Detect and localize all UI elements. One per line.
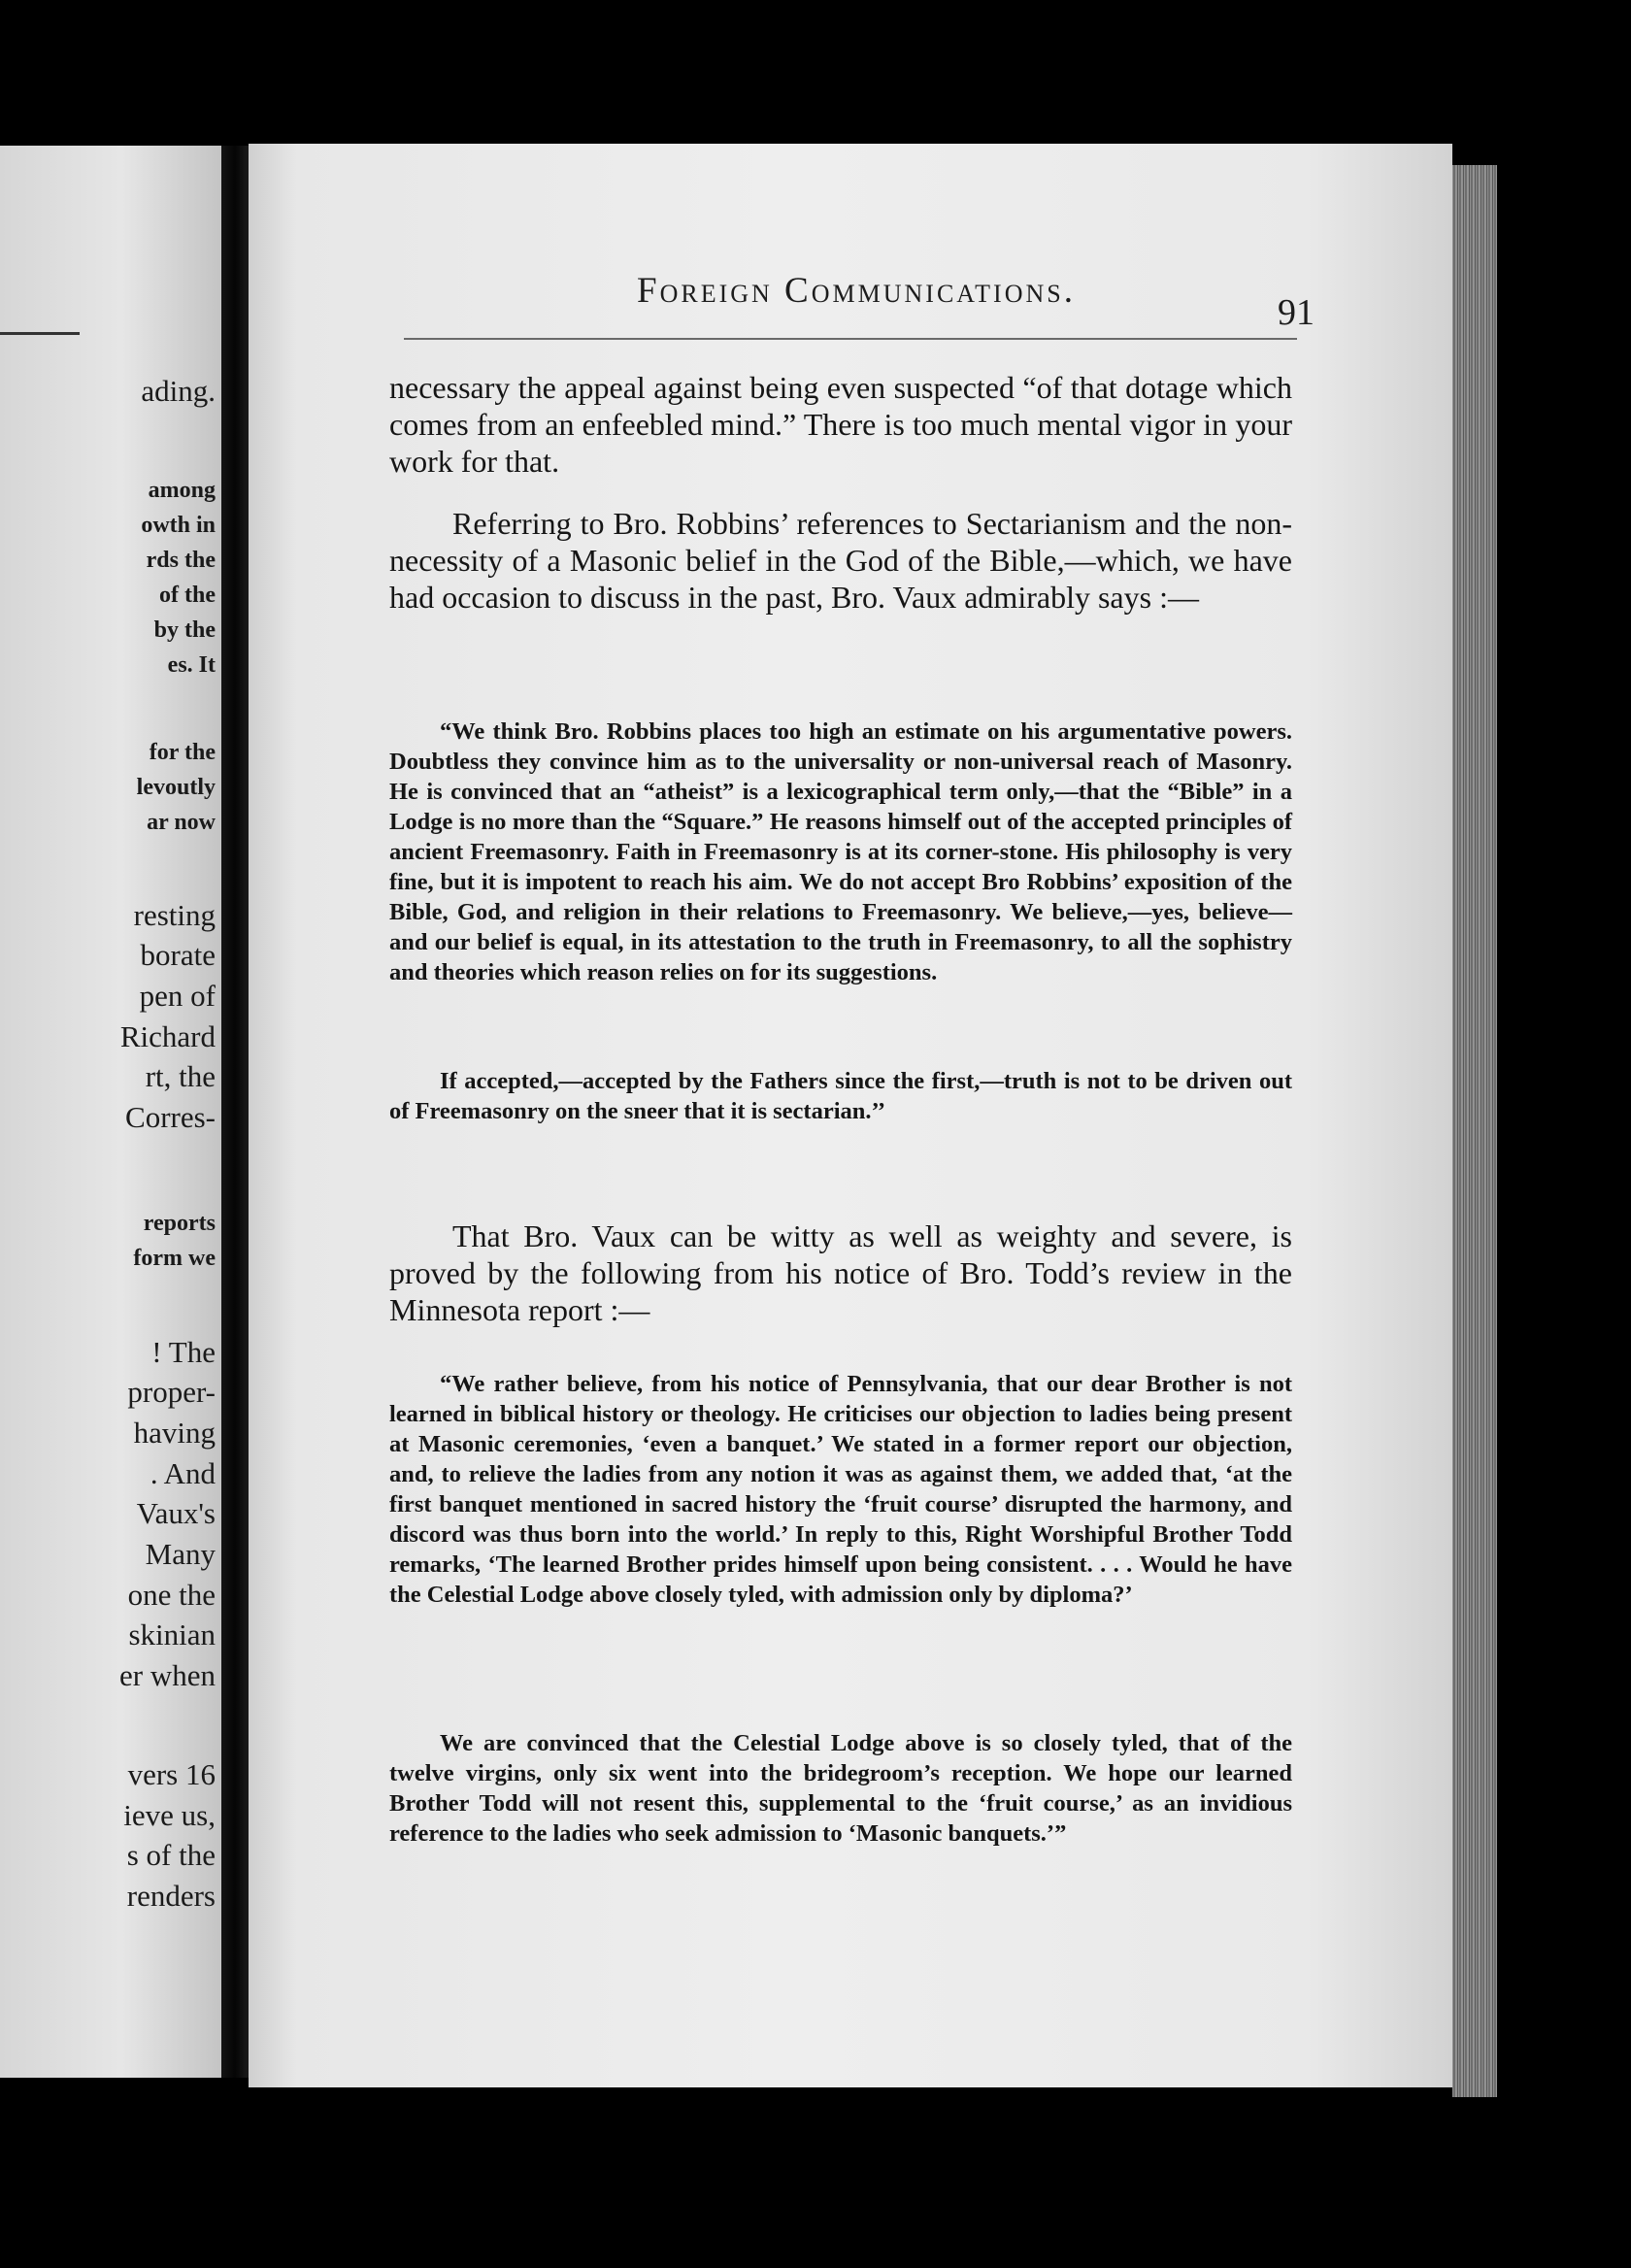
left-page <box>0 146 221 2078</box>
left-page-text-fragment: Richard <box>119 1019 216 1053</box>
left-page-text-fragment: of the <box>159 583 216 608</box>
left-page-text-fragment: owth in <box>141 513 216 538</box>
body-paragraph-continued <box>389 369 1292 480</box>
quote-text: If accepted,—accepted by the Fathers since the first,—truth is not to be driven out of Freemasonry on the sneer that it is sectarian.’’ <box>389 1068 1292 1124</box>
left-page-text-fragment: . And <box>150 1456 216 1490</box>
quote-text: “We rather believe, from his notice of Pennsylvania, that our dear Brother is not learned in biblical history or theology. He criticises our objection to ladies being present at Masonic ceremonies, ‘even a banquet.’ We stated in a former report our objection, and, to relieve the ladies from any notion it was as against them, we added that, ‘at the first banquet mentioned in sacred history the ‘fruit course’ disrupted the harmony, and discord was thus born into the world.’ In reply to this, Right Worshipful Brother Todd remarks, ‘The learned Brother prides himself upon being consistent. . . . Would he have the Celestial Lodge above closely tyled, with admission only by diploma?’ <box>389 1371 1292 1608</box>
page-number: 91 <box>1278 292 1315 333</box>
left-page-text-fragment: form we <box>133 1246 216 1271</box>
left-page-text-fragment: by the <box>153 617 216 643</box>
body-paragraph-witty <box>389 1217 1292 1328</box>
paragraph-text: Referring to Bro. Robbins’ references to Sectarianism and the non-necessity of a Masonic belief in the God of the Bible,—which, we have had occasion to discuss in the past, Bro. Vaux admirably says :— <box>389 506 1292 615</box>
left-page-text-fragment: Vaux's <box>136 1496 216 1530</box>
left-page-text-fragment: having <box>133 1416 216 1450</box>
left-page-text-fragment: es. It <box>167 652 216 678</box>
left-page-text-fragment: rds the <box>146 548 216 573</box>
quote-block-todd <box>389 1369 1292 1610</box>
quote-block-robbins <box>389 717 1292 987</box>
left-page-text-fragment: ading. <box>141 374 216 408</box>
left-page-text-fragment: resting <box>133 898 216 932</box>
quote-text: “We think Bro. Robbins places too high an estimate on his argumentative powers. Doubtless they convince him as to the universality or non-universal reach of Masonry. He is convinced that an “atheist” is a lexicographical term only,—that the “Bible” in a Lodge is no more than the “Square.” He reasons himself out of the accepted principles of ancient Freemasonry. Faith in Freemasonry is at its corner-stone. His philosophy is very fine, but it is impotent to reach his aim. We do not accept Bro Robbins’ exposition of the Bible, God, and religion in their relations to Freemasonry. We believe,—yes, believe—and our belief is equal, in its attestation to the truth in Freemasonry, to all the sophistry and theories which reason relies on for its suggestions. <box>389 718 1292 985</box>
left-page-text-fragment: vers 16 <box>127 1757 216 1791</box>
body-paragraph-referring <box>389 505 1292 616</box>
left-page-text-fragment: borate <box>140 938 216 972</box>
left-page-text-fragment: er when <box>119 1658 216 1692</box>
header-rule <box>404 338 1297 340</box>
left-page-text-fragment: Many <box>145 1537 216 1571</box>
left-page-text-fragment: renders <box>126 1879 216 1913</box>
left-page-text-fragment: for the <box>149 740 216 765</box>
left-page-text-fragment: Corres- <box>125 1100 216 1134</box>
left-page-text-fragment: reports <box>143 1211 216 1236</box>
left-page-text-fragment: rt, the <box>145 1059 216 1093</box>
left-page-text-fragment: among <box>148 478 216 503</box>
left-page-rule <box>0 332 80 335</box>
left-page-text-fragment: ieve us, <box>123 1798 216 1832</box>
left-page-text-fragment: ! The <box>151 1335 216 1369</box>
quote-block-celestial <box>389 1728 1292 1849</box>
left-page-text-fragment: one the <box>127 1578 216 1612</box>
quote-block-accepted <box>389 1066 1292 1126</box>
quote-text: We are convinced that the Celestial Lodge above is so closely tyled, that of the twelve virgins, only six went into the bridegroom’s reception. We hope our learned Brother Todd will not resent this, supplemental to the ‘fruit course,’ as an invidious reference to the ladies who seek admission to ‘Masonic banquets.’” <box>389 1730 1292 1847</box>
left-page-text-fragment: ar now <box>147 810 216 835</box>
book-gutter <box>221 146 249 2078</box>
left-page-text-fragment: s of the <box>126 1838 216 1872</box>
page-edges <box>1452 165 1497 2097</box>
paragraph-text: necessary the appeal against being even suspected “of that dotage which comes from an enfeebled mind.” There is too much mental vigor in your work for that. <box>389 370 1292 479</box>
running-head: Foreign Communications. <box>637 271 1076 311</box>
left-page-text-fragment: pen of <box>139 979 216 1013</box>
left-page-text-fragment: skinian <box>128 1618 216 1651</box>
left-page-text-fragment: proper- <box>127 1375 216 1409</box>
left-page-text-fragment: levoutly <box>136 775 216 800</box>
paragraph-text: That Bro. Vaux can be witty as well as weighty and severe, is proved by the following from his notice of Bro. Todd’s review in the Minnesota report :— <box>389 1218 1292 1327</box>
right-page <box>249 144 1452 2087</box>
